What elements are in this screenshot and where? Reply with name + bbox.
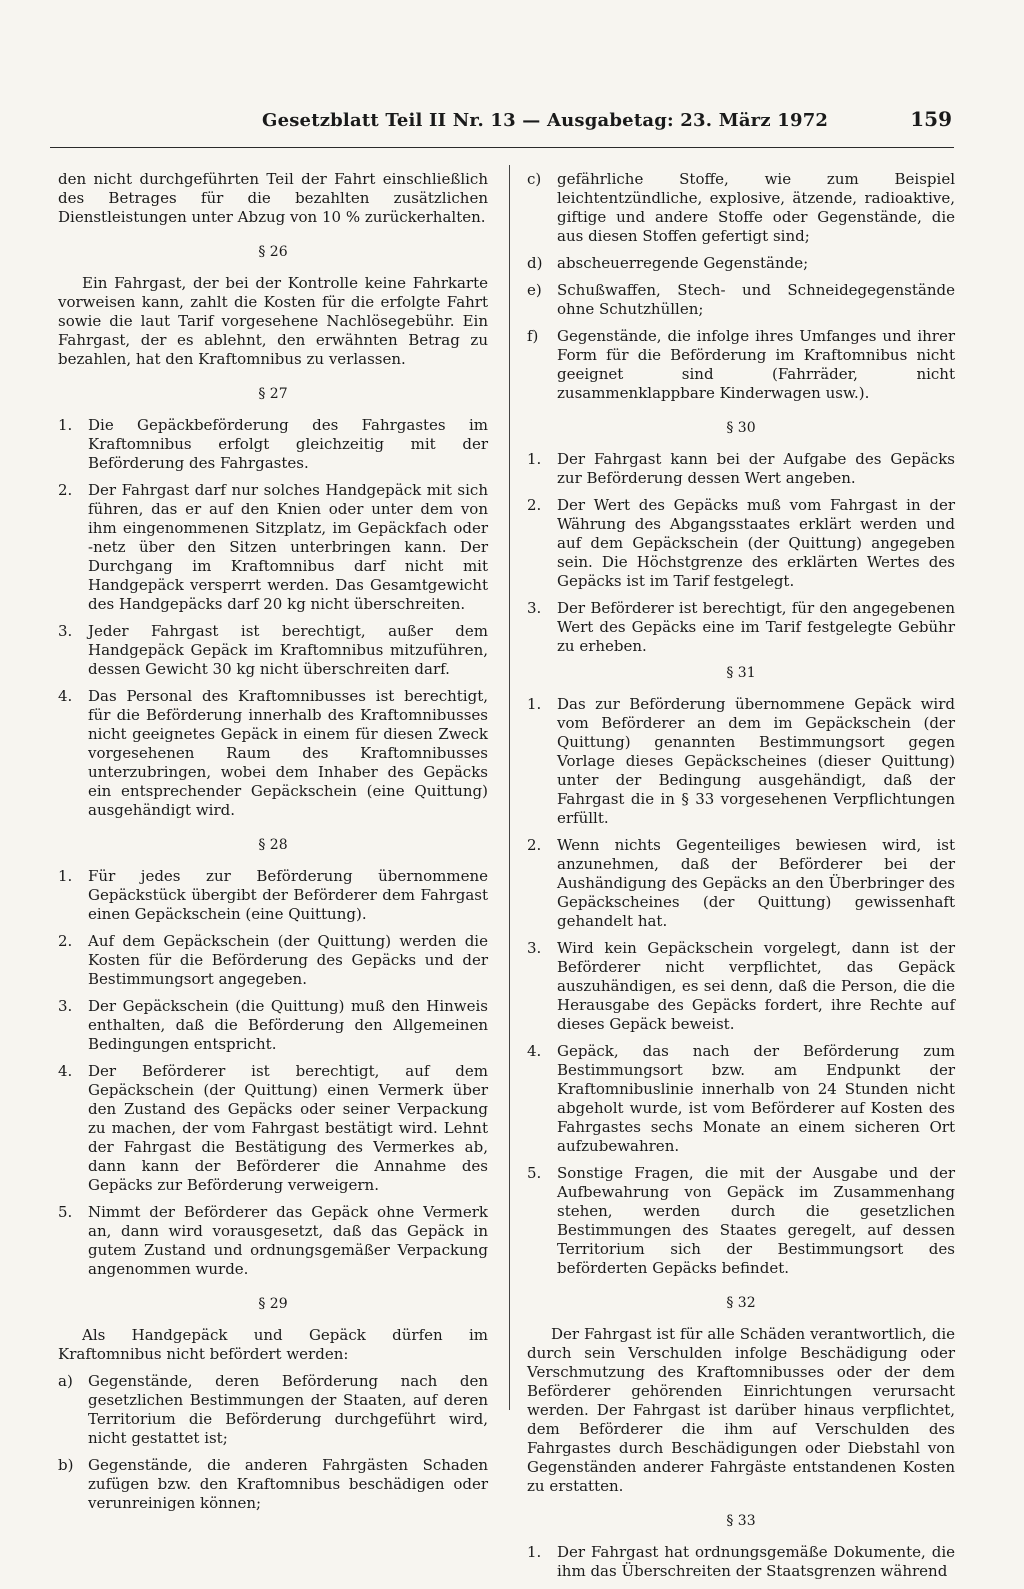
column-divider	[509, 165, 510, 1410]
item-text: Wenn nichts Gegenteiliges bewiesen wird, ist anzunehmen, daß der Beförderer bei der Aushändigung des Gepäcks an den Überbringer des Gepäckscheines (der Quittung) gewissenhaft gehandelt hat.	[557, 836, 955, 930]
list-item	[527, 1042, 955, 1156]
item-letter: c)	[527, 170, 542, 188]
list-item	[58, 867, 488, 924]
item-number: 5.	[527, 1164, 542, 1182]
list-item	[58, 481, 488, 614]
item-text: Der Beförderer ist berechtigt, auf dem Gepäckschein (der Quittung) einen Vermerk über den Zustand des Gepäcks oder seiner Verpackung zu machen, der vom Fahrgast bestätigt wird. Lehnt der Fahrgast die Bestätigung des Vermerkes ab, dann kann der Beförderer die Annahme des Gepäcks zur Beförderung verweigern.	[88, 1062, 488, 1194]
item-text: Gegenstände, deren Beförderung nach den gesetzlichen Bestimmungen der Staaten, auf deren Territorium die Beförderung durchgeführt wird, nicht gestattet ist;	[88, 1372, 488, 1447]
list-item	[527, 695, 955, 828]
section-heading-27: § 27	[258, 386, 288, 402]
list-item	[527, 281, 955, 319]
left-column	[58, 170, 488, 1521]
section-heading-31: § 31	[726, 665, 756, 681]
item-text: Wird kein Gepäckschein vorgelegt, dann ist der Beförderer nicht verpflichtet, das Gepäck auszuhändigen, es sei denn, daß die Person, die die Herausgabe des Gepäcks fordert, ihre Rechte auf dieses Gepäck beweist.	[557, 939, 955, 1033]
section-26-text: Ein Fahrgast, der bei der Kontrolle keine Fahrkarte vorweisen kann, zahlt die Kosten für die erfolgte Fahrt sowie die laut Tarif vorgesehene Nachlösegebühr. Ein Fahrgast, der es ablehnt, den erwähnten Betrag zu bezahlen, hat den Kraftomnibus zu verlassen.	[58, 274, 488, 368]
list-item	[58, 932, 488, 989]
item-text: Nimmt der Beförderer das Gepäck ohne Vermerk an, dann wird vorausgesetzt, daß das Gepäck in gutem Zustand und ordnungsgemäßer Verpackung angenommen wurde.	[88, 1203, 488, 1278]
section-heading-29: § 29	[258, 1296, 288, 1312]
list-item	[527, 170, 955, 246]
item-number: 4.	[58, 1062, 73, 1080]
list-item	[58, 687, 488, 820]
item-number: 1.	[58, 416, 73, 434]
list-item	[58, 1062, 488, 1195]
intro-paragraph: den nicht durchgeführten Teil der Fahrt einschließlich des Betrages für die bezahlten zusätzlichen Dienstleistungen unter Abzug von 10 % zurückerhalten.	[58, 170, 488, 226]
item-text: Gegenstände, die anderen Fahrgästen Schaden zufügen bzw. den Kraftomnibus beschädigen oder verunreinigen können;	[88, 1456, 488, 1512]
item-number: 3.	[527, 939, 542, 957]
item-text: Jeder Fahrgast ist berechtigt, außer dem Handgepäck Gepäck im Kraftomnibus mitzuführen, dessen Gewicht 30 kg nicht überschreiten darf.	[88, 622, 488, 678]
list-item	[527, 836, 955, 931]
item-text: Auf dem Gepäckschein (der Quittung) werden die Kosten für die Beförderung des Gepäcks und der Bestimmungsort angegeben.	[88, 932, 488, 988]
section-32-text: Der Fahrgast ist für alle Schäden verantwortlich, die durch sein Verschulden infolge Beschädigung oder Verschmutzung des Kraftomnibusses oder der dem Beförderer gehörenden Einrichtungen verursacht werden. Der Fahrgast ist darüber hinaus verpflichtet, dem Beförderer die ihm auf Verschulden des Fahrgastes durch Beschädigungen oder Diebstahl von Gegenständen anderer Fahrgäste entstandenen Kosten zu erstatten.	[527, 1325, 955, 1495]
item-number: 3.	[58, 997, 73, 1015]
list-item	[527, 496, 955, 591]
list-item	[58, 416, 488, 473]
list-item	[527, 1164, 955, 1278]
section-heading-33: § 33	[726, 1513, 756, 1529]
item-text: Für jedes zur Beförderung übernommene Gepäckstück übergibt der Beförderer dem Fahrgast einen Gepäckschein (eine Quittung).	[88, 867, 488, 923]
page-number: 159	[910, 107, 952, 131]
right-column	[527, 170, 955, 1589]
page-header	[40, 107, 952, 140]
list-item	[527, 939, 955, 1034]
header-rule	[50, 147, 954, 148]
list-item	[58, 1203, 488, 1279]
section-29-intro: Als Handgepäck und Gepäck dürfen im Kraftomnibus nicht befördert werden:	[58, 1326, 488, 1363]
section-heading-28: § 28	[258, 837, 288, 853]
item-text: Der Wert des Gepäcks muß vom Fahrgast in der Währung des Abgangsstaates erklärt werden und auf dem Gepäckschein (der Quittung) angegeben sein. Die Höchstgrenze des erklärten Wertes des Gepäcks ist im Tarif festgelegt.	[557, 496, 955, 590]
item-text: Gepäck, das nach der Beförderung zum Bestimmungsort bzw. am Endpunkt der Kraftomnibuslinie innerhalb von 24 Stunden nicht abgeholt wurde, ist vom Beförderer auf Kosten des Fahrgastes sechs Monate an einem sicheren Ort aufzubewahren.	[557, 1042, 955, 1155]
item-letter: f)	[527, 327, 539, 345]
item-text: Schußwaffen, Stech- und Schneidegegenstände ohne Schutzhüllen;	[557, 281, 955, 318]
item-number: 1.	[527, 1543, 542, 1561]
item-number: 1.	[527, 450, 542, 468]
item-number: 3.	[58, 622, 73, 640]
list-item	[527, 1543, 955, 1581]
section-heading-32: § 32	[726, 1295, 756, 1311]
item-text: Das zur Beförderung übernommene Gepäck wird vom Beförderer an dem im Gepäckschein (der Quittung) genannten Bestimmungsort gegen Vorlage dieses Gepäckscheines (dieser Quittung) unter der Bedingung ausgehändigt, daß der Fahrgast die in § 33 vorgesehenen Verpflichtungen erfüllt.	[557, 695, 955, 827]
list-item	[527, 599, 955, 656]
item-text: Der Fahrgast hat ordnungsgemäße Dokumente, die ihm das Überschreiten der Staatsgrenzen während	[557, 1543, 955, 1580]
item-number: 3.	[527, 599, 542, 617]
item-number: 1.	[58, 867, 73, 885]
header-title: Gesetzblatt Teil II Nr. 13 — Ausgabetag: 23. März 1972	[262, 110, 829, 131]
item-text: Gegenstände, die infolge ihres Umfanges und ihrer Form für die Beförderung im Kraftomnibus nicht geeignet sind (Fahrräder, nicht zusammenklappbare Kinderwagen usw.).	[557, 327, 955, 402]
item-number: 4.	[58, 687, 73, 705]
item-number: 2.	[527, 836, 542, 854]
item-text: abscheuerregende Gegenstände;	[557, 254, 809, 272]
item-text: Der Gepäckschein (die Quittung) muß den Hinweis enthalten, daß die Beförderung den Allgemeinen Bedingungen entspricht.	[88, 997, 488, 1053]
item-number: 2.	[527, 496, 542, 514]
item-letter: e)	[527, 281, 542, 299]
item-text: Der Fahrgast kann bei der Aufgabe des Gepäcks zur Beförderung dessen Wert angeben.	[557, 450, 955, 487]
item-text: Der Fahrgast darf nur solches Handgepäck mit sich führen, das er auf den Knien oder unter dem von ihm eingenommenen Sitzplatz, im Gepäckfach oder -netz über den Sitzen unterbringen kann. Der Durchgang im Kraftomnibus darf nicht mit Handgepäck versperrt werden. Das Gesamtgewicht des Handgepäcks darf 20 kg nicht überschreiten.	[88, 481, 488, 613]
section-heading-30: § 30	[726, 420, 756, 436]
item-text: Sonstige Fragen, die mit der Ausgabe und der Aufbewahrung von Gepäck im Zusammenhang stehen, werden durch die gesetzlichen Bestimmungen des Staates geregelt, auf dessen Territorium sich der Bestimmungsort des beförderten Gepäcks befindet.	[557, 1164, 955, 1277]
item-letter: b)	[58, 1456, 74, 1474]
item-text: Der Beförderer ist berechtigt, für den angegebenen Wert des Gepäcks eine im Tarif festgelegte Gebühr zu erheben.	[557, 599, 955, 655]
item-letter: a)	[58, 1372, 73, 1390]
list-item	[527, 254, 955, 273]
section-heading-26: § 26	[258, 244, 288, 260]
item-number: 4.	[527, 1042, 542, 1060]
list-item	[58, 997, 488, 1054]
item-number: 5.	[58, 1203, 73, 1221]
list-item	[58, 1372, 488, 1448]
item-number: 2.	[58, 932, 73, 950]
item-text: Das Personal des Kraftomnibusses ist berechtigt, für die Beförderung innerhalb des Kraftomnibusses nicht geeignetes Gepäck in einem für diesen Zweck vorgesehenen Raum des Kraftomnibusses unterzubringen, wobei dem Inhaber des Gepäcks ein entsprechender Gepäckschein (eine Quittung) ausgehändigt wird.	[88, 687, 488, 819]
item-number: 2.	[58, 481, 73, 499]
item-text: Die Gepäckbeförderung des Fahrgastes im Kraftomnibus erfolgt gleichzeitig mit der Beförderung des Fahrgastes.	[88, 416, 488, 472]
list-item	[527, 327, 955, 403]
list-item	[58, 622, 488, 679]
list-item	[527, 450, 955, 488]
item-letter: d)	[527, 254, 543, 272]
item-number: 1.	[527, 695, 542, 713]
list-item	[58, 1456, 488, 1513]
item-text: gefährliche Stoffe, wie zum Beispiel leichtentzündliche, explosive, ätzende, radioaktive, giftige und andere Stoffe oder Gegenstände, die aus diesen Stoffen gefertigt sind;	[557, 170, 955, 245]
